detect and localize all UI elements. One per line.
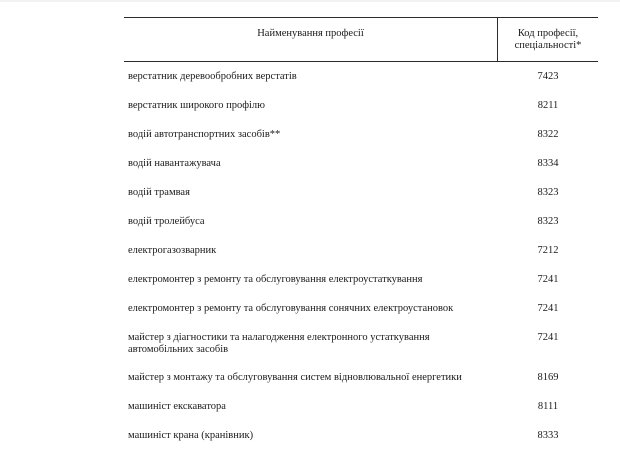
row-profession: [124, 332, 498, 356]
table-row: [124, 303, 598, 315]
row-profession: машиніст екскаватора: [128, 401, 226, 412]
table-row: [124, 71, 598, 83]
table-row: [124, 187, 598, 199]
row-profession: машиніст крана (кранівник): [128, 430, 254, 441]
row-code: 7423: [537, 71, 559, 82]
row-code: 8322: [537, 129, 559, 140]
row-profession: водій автотранспортних засобів**: [128, 129, 281, 140]
row-code: 8169: [537, 372, 559, 383]
row-code: 7241: [537, 274, 559, 285]
table-row: [124, 430, 598, 442]
row-code: 8323: [537, 187, 559, 198]
row-code: 8334: [537, 158, 559, 169]
table-row: [124, 100, 598, 112]
header-profession-name: [124, 18, 498, 61]
table-row: [124, 158, 598, 170]
professions-table: [124, 17, 598, 442]
table-row: [124, 332, 598, 356]
row-profession: водій тролейбуса: [128, 216, 205, 227]
row-profession: майстер з монтажу та обслуговування систем відновлювальної енергетики: [128, 372, 462, 383]
row-profession: водій трамвая: [128, 187, 190, 198]
row-profession: електромонтер з ремонту та обслуговування сонячних електроустановок: [128, 303, 454, 314]
row-profession: верстатник деревообробних верстатів: [128, 71, 297, 82]
table-row: [124, 129, 598, 141]
table-body: [124, 71, 598, 442]
row-code: 7241: [537, 332, 559, 343]
table-row: [124, 245, 598, 257]
row-code: 7212: [537, 245, 559, 256]
page-top-strip: [0, 0, 620, 2]
row-code: 8211: [537, 100, 559, 111]
header-profession-code: [498, 18, 598, 61]
row-profession: електрогазозварник: [128, 245, 217, 256]
table-row: [124, 274, 598, 286]
row-profession: водій навантажувача: [128, 158, 221, 169]
row-profession-line2: автомобільних засобів: [128, 344, 229, 355]
row-code: 8333: [537, 430, 559, 441]
row-code: 7241: [537, 303, 559, 314]
row-profession-line1: майстер з діагностики та налагодження електронного устаткування: [128, 332, 430, 343]
table-row: [124, 372, 598, 384]
row-profession: електромонтер з ремонту та обслуговування електроустаткування: [128, 274, 423, 285]
header-code-line1: Код професії,: [517, 28, 579, 39]
header-profession-label: Найменування професії: [257, 28, 364, 39]
row-profession: верстатник широкого профілю: [128, 100, 265, 111]
row-code: 8323: [537, 216, 559, 227]
table-header: [124, 17, 598, 62]
row-code: 8111: [537, 401, 559, 412]
table-row: [124, 216, 598, 228]
table-row: [124, 401, 598, 413]
header-code-line2: спеціальності*: [514, 40, 582, 51]
